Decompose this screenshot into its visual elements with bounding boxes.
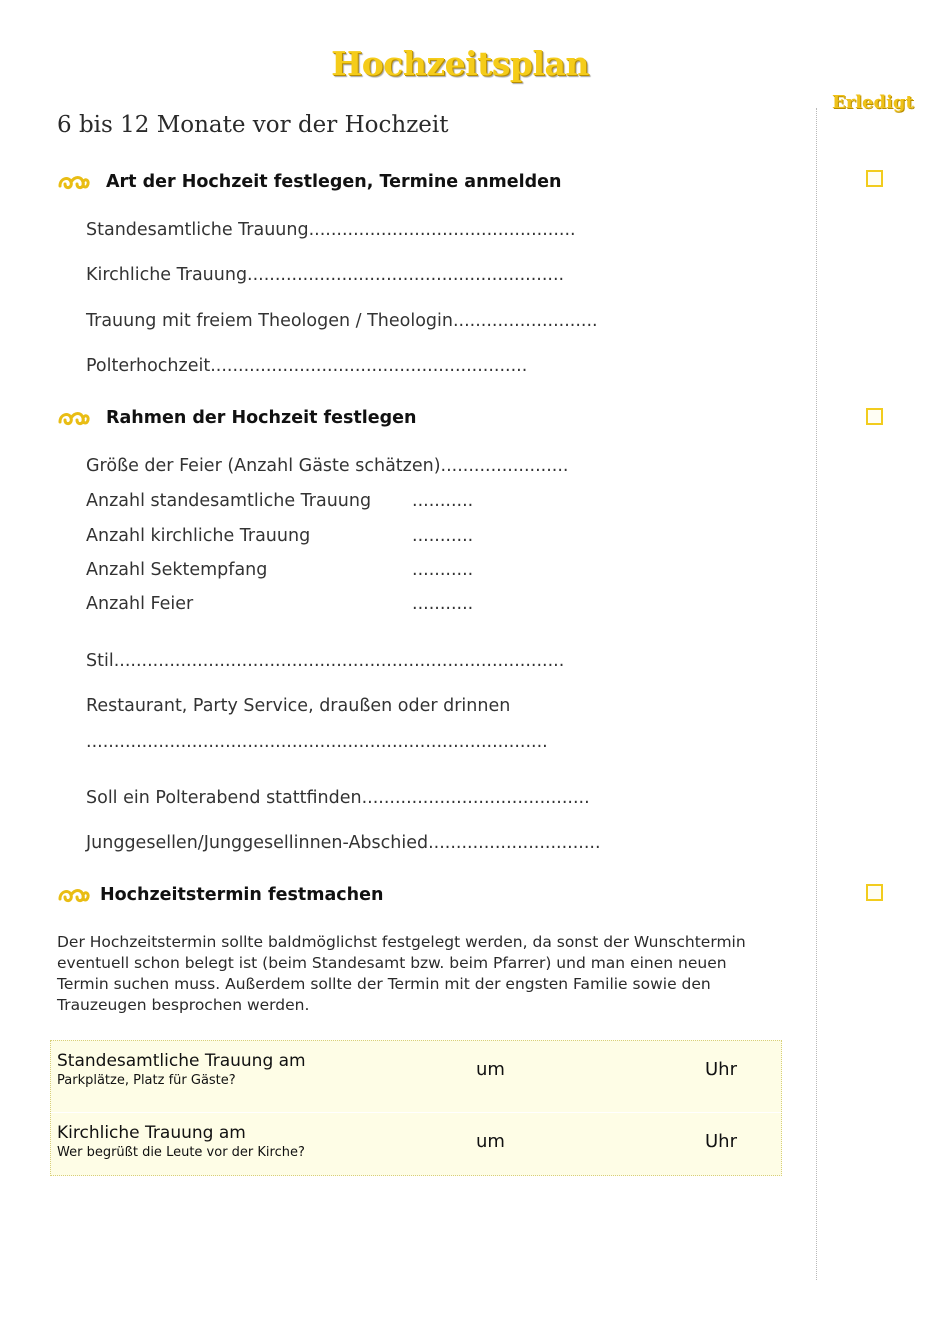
scroll-flourish-icon <box>57 408 91 430</box>
section-2-heading: Rahmen der Hochzeit festlegen <box>106 408 417 428</box>
section-3-heading: Hochzeitstermin festmachen <box>100 885 384 905</box>
table-row-label: Kirchliche Trauung am <box>57 1123 246 1143</box>
count-blank: ........... <box>412 594 474 614</box>
count-blank: ........... <box>412 526 474 546</box>
count-label: Anzahl standesamtliche Trauung <box>86 491 372 511</box>
scroll-flourish-icon <box>57 172 91 194</box>
list-item: Soll ein Polterabend stattfinden......................................... <box>86 788 590 808</box>
list-item: Junggesellen/Junggesellinnen-Abschied............................... <box>86 833 601 853</box>
table-row-divider <box>50 1112 782 1113</box>
done-column-label: Erledigt <box>832 92 914 113</box>
list-item: Stil................................................................................. <box>86 651 565 671</box>
section-heading: 6 bis 12 Monate vor der Hochzeit <box>57 112 449 138</box>
count-label: Anzahl kirchliche Trauung <box>86 526 311 546</box>
list-item: Restaurant, Party Service, draußen oder drinnen <box>86 696 511 716</box>
checkbox-icon[interactable] <box>866 884 883 901</box>
time-label: um <box>476 1059 505 1080</box>
scroll-flourish-icon <box>57 885 91 907</box>
count-label: Anzahl Sektempfang <box>86 560 268 580</box>
hour-label: Uhr <box>705 1131 737 1152</box>
count-blank: ........... <box>412 560 474 580</box>
table-row-hint: Wer begrüßt die Leute vor der Kirche? <box>57 1145 305 1160</box>
checkbox-icon[interactable] <box>866 170 883 187</box>
done-column-divider <box>816 108 817 1280</box>
table-row-label: Standesamtliche Trauung am <box>57 1051 306 1071</box>
list-item: Größe der Feier (Anzahl Gäste schätzen)....................... <box>86 456 569 476</box>
list-item: Polterhochzeit......................................................... <box>86 356 528 376</box>
count-label: Anzahl Feier <box>86 594 194 614</box>
hour-label: Uhr <box>705 1059 737 1080</box>
time-label: um <box>476 1131 505 1152</box>
count-blank: ........... <box>412 491 474 511</box>
table-row-hint: Parkplätze, Platz für Gäste? <box>57 1073 236 1088</box>
checkbox-icon[interactable] <box>866 408 883 425</box>
list-item: Standesamtliche Trauung................................................ <box>86 220 576 240</box>
section-1-heading: Art der Hochzeit festlegen, Termine anmelden <box>106 172 562 192</box>
list-item: Kirchliche Trauung......................................................... <box>86 265 565 285</box>
list-item: Trauung mit freiem Theologen / Theologin.......................... <box>86 311 598 331</box>
section-3-paragraph: Der Hochzeitstermin sollte baldmöglichst festgelegt werden, da sonst der Wunschtermin eventuell schon belegt ist (beim Standesamt bzw. beim Pfarrer) und man einen neuen Termin suchen muss. Außerdem sollte der Termin mit der engsten Familie sowie den Trauzeugen besprochen werden. <box>57 933 746 1014</box>
list-item: ................................................................................... <box>86 732 548 752</box>
page-title: Hochzeitsplan <box>331 44 589 83</box>
